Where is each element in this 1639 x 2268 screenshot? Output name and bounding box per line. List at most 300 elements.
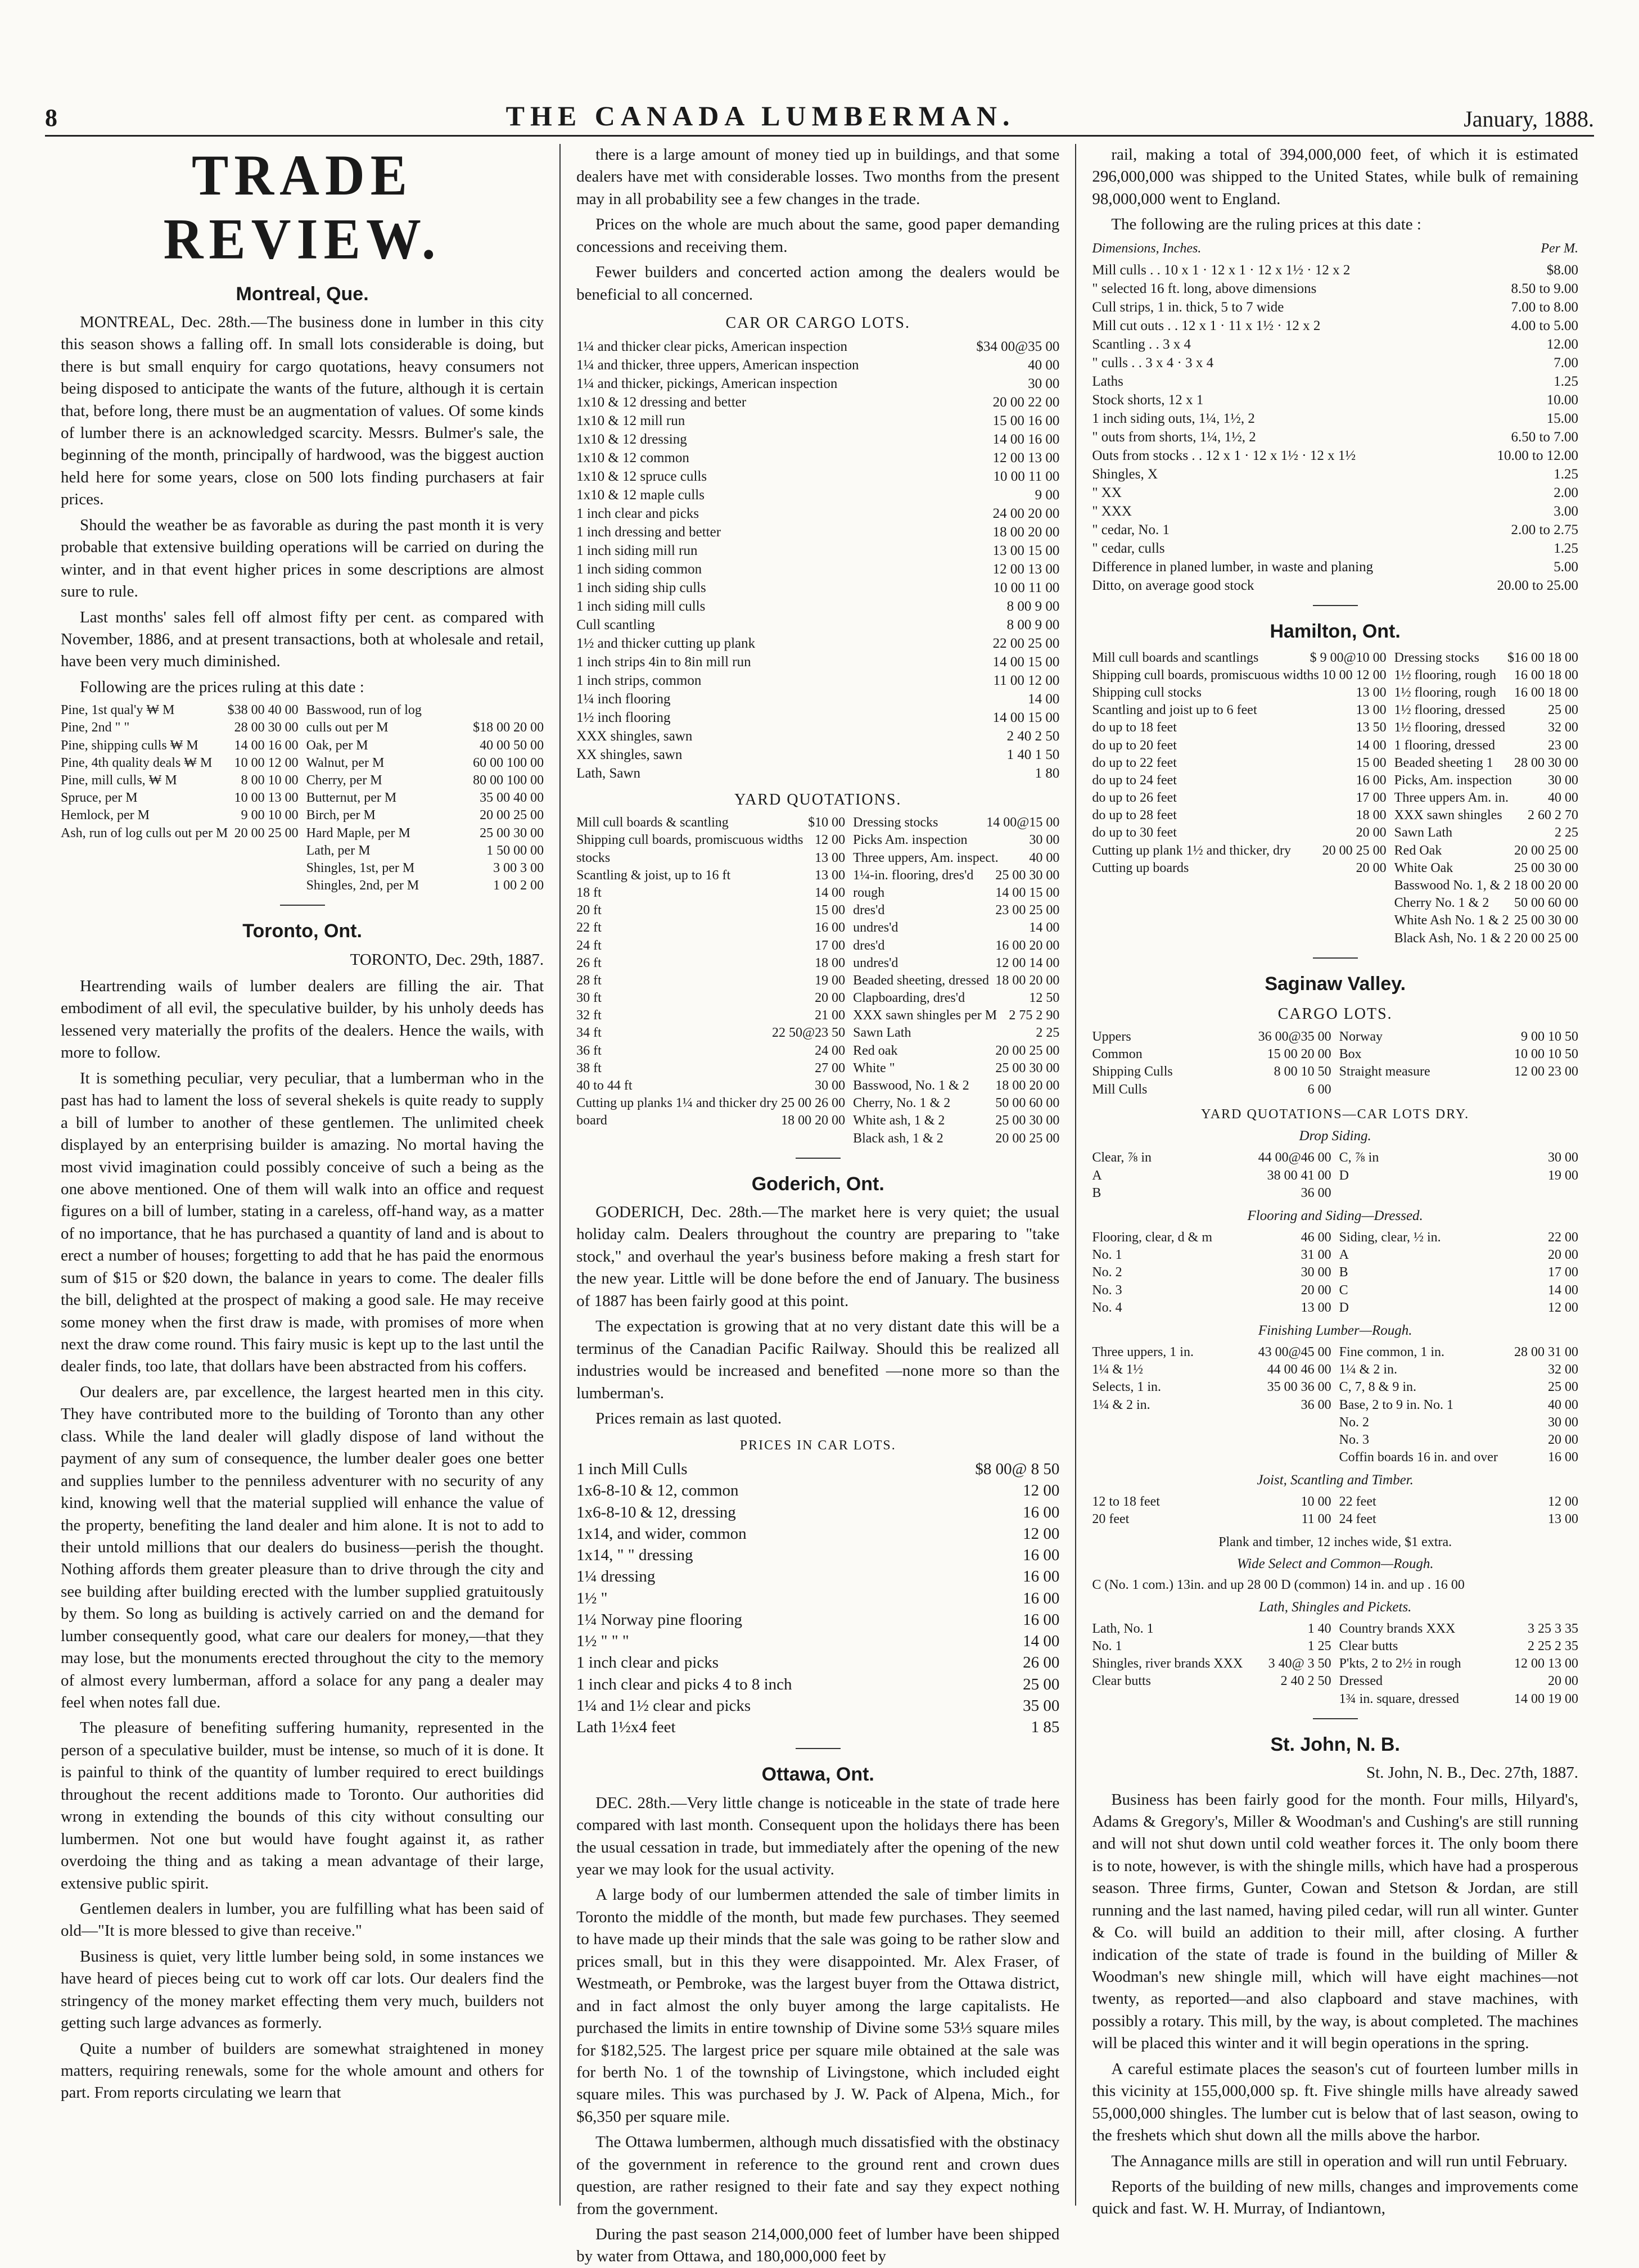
paragraph: MONTREAL, Dec. 28th.—The business done in lumber in this city this season shows a falling off. In small lots considerable is doing, but there is but small enquiry for cargo quotations, heavy consumers not being disposed to anticipate the wants of the future, although it is certain that, before long, there must be an augmentation of values. Of some kinds of lumber there is an acknowledged scarcity. Messrs. Bulmer's sale, the beginning of the month, principally of hardwood, was the biggest auction held here for some years, close on 500 lots finding purchasers at fair prices. bbox=[61, 313, 544, 509]
item-price: 18 00 bbox=[1356, 808, 1387, 823]
item-name: " cedar, culls bbox=[1092, 541, 1165, 557]
item-name: Pine, mill culls, ₩ M bbox=[61, 773, 177, 788]
price-cell bbox=[853, 972, 1059, 990]
item-price: 10 00 12 00 bbox=[234, 755, 299, 770]
item-price: 13 50 bbox=[1356, 720, 1387, 735]
item-price: 1.25 bbox=[1554, 467, 1578, 482]
price-row bbox=[1092, 576, 1578, 595]
item-name: Dressing stocks bbox=[1394, 650, 1479, 665]
item-price: 2.00 bbox=[1554, 485, 1578, 501]
item-price: 10 00 12 00 bbox=[1322, 667, 1387, 683]
item-price: $ 9 00@10 00 bbox=[1310, 650, 1387, 665]
item-name: Sawn Lath bbox=[1394, 825, 1452, 841]
divider bbox=[1313, 605, 1358, 606]
item-price: 30 00 bbox=[1028, 376, 1060, 392]
item-price: 30 00 bbox=[1548, 1150, 1578, 1165]
item-name: 1x14, and wider, common bbox=[576, 1524, 747, 1543]
paragraph: The expectation is growing that at no very distant date this will be a terminus of the Canadian Pacific Railway. Should this be realized all industries would be increased and benefited —none more so than the lumberman's. bbox=[576, 1317, 1060, 1402]
price-cell bbox=[853, 937, 1059, 955]
car-lots-table bbox=[576, 337, 1059, 783]
item-price: 36 00 bbox=[1301, 1185, 1331, 1200]
item-price: 19 00 bbox=[815, 973, 846, 988]
item-name: XX shingles, sawn bbox=[576, 747, 683, 763]
price-cell bbox=[853, 1060, 1059, 1077]
item-name: Difference in planed lumber, in waste and planing bbox=[1092, 559, 1374, 575]
item-price: 16 00 bbox=[815, 920, 846, 936]
item-price: 12 00 bbox=[1023, 1524, 1060, 1543]
paragraph: Prices on the whole are much about the same, good paper demanding concessions and receiving them. bbox=[576, 215, 1060, 256]
item-price: 25 00 bbox=[1548, 703, 1578, 718]
item-name: No. 3 bbox=[1339, 1432, 1370, 1447]
item-name: Shingles, river brands XXX bbox=[1092, 1656, 1243, 1671]
price-cell bbox=[306, 842, 544, 860]
item-name: No. 1 bbox=[1092, 1639, 1122, 1654]
item-price: 14 00 bbox=[1028, 692, 1060, 707]
item-price: 16 00 20 00 bbox=[995, 938, 1060, 953]
item-name: 30 ft bbox=[576, 991, 602, 1006]
price-row bbox=[576, 412, 1059, 430]
price-row bbox=[1092, 558, 1578, 576]
item-name: do up to 22 feet bbox=[1092, 755, 1177, 770]
item-price: 1 25 bbox=[1307, 1639, 1331, 1654]
item-price: 2.00 to 2.75 bbox=[1511, 522, 1578, 538]
item-name: White Ash No. 1 & 2 bbox=[1394, 913, 1509, 928]
price-row bbox=[576, 616, 1059, 634]
paragraph: The Annagance mills are still in operation and will run until February. bbox=[1111, 2152, 1568, 2170]
price-row bbox=[1092, 279, 1578, 298]
item-name: Lath 1½x4 feet bbox=[576, 1718, 676, 1737]
item-name: Selects, 1 in. bbox=[1092, 1380, 1161, 1395]
item-name: Cherry No. 1 & 2 bbox=[1394, 896, 1489, 911]
price-cell bbox=[1339, 1449, 1578, 1466]
price-cell bbox=[1092, 1449, 1331, 1466]
item-name: 1¾ in. square, dressed bbox=[1339, 1691, 1459, 1706]
item-price: 14 00 16 00 bbox=[234, 738, 299, 753]
item-name: Pine, shipping culls ₩ M bbox=[61, 738, 198, 753]
paragraph: GODERICH, Dec. 28th.—The market here is very quiet; the usual holiday calm. Dealers throughout the country are preparing to "take stock," and overhaul the year's business before making a fresh start for the new year. Little will be done before the end of January. The business of 1887 has been fairly good at this point. bbox=[576, 1203, 1060, 1310]
item-name: Lath, No. 1 bbox=[1092, 1621, 1154, 1636]
price-cell bbox=[1394, 930, 1578, 947]
item-price: 2 75 2 90 bbox=[1009, 1008, 1060, 1023]
price-row bbox=[576, 1652, 1059, 1673]
item-name: Cutting up planks 1¼ and thicker dry bbox=[576, 1096, 778, 1111]
price-cell bbox=[1092, 1361, 1331, 1379]
item-price: 14 00 16 00 bbox=[992, 432, 1060, 448]
price-cell bbox=[1092, 789, 1386, 807]
price-cell bbox=[1092, 1282, 1331, 1299]
item-price: 20 00 bbox=[1356, 860, 1387, 875]
item-name: 1¼ dressing bbox=[576, 1567, 656, 1586]
item-name: 1x6-8-10 & 12, common bbox=[576, 1481, 739, 1500]
item-name: 1 inch clear and picks bbox=[576, 1653, 719, 1672]
item-price: 25 00 bbox=[1548, 1380, 1578, 1395]
price-cell bbox=[61, 860, 299, 877]
price-cell bbox=[1339, 1167, 1578, 1185]
item-price: 40 00 bbox=[1029, 850, 1060, 865]
item-name: Fine common, 1 in. bbox=[1339, 1344, 1444, 1359]
price-cell bbox=[853, 1112, 1059, 1130]
item-name: Stock shorts, 12 x 1 bbox=[1092, 392, 1204, 408]
paragraph: Business has been fairly good for the month. Four mills, Hilyard's, Adams & Gregory's, Miller & Woodman's and Cushing's are still running and will not shut down until cold weather forces it. The only boom there is to note, however, is with the shingle mills, which have had a prosperous season. Three firms, Gunter, Cowan and Stetson & Jordan, are still running and the last named, having piled cedar, will run all winter. Gunter & Co. will build an addition to their mill, after closing. A further indication of the state of trade is found in the building of Miller & Woodman's new shingle mill, which will have eight machines—not twenty, as reported—and also clapboard and stave machines, with possibly a rotary. This mill, by the way, is about completed. The machines will be placed this winter and it will begin operations in the spring. bbox=[1092, 1790, 1578, 2053]
paragraph: Fewer builders and concerted action among the dealers would be beneficial to all concerned. bbox=[576, 263, 1060, 304]
price-cell bbox=[1092, 1028, 1331, 1046]
item-price: 14 00 19 00 bbox=[1514, 1691, 1578, 1706]
item-name: Three uppers, Am. inspect. bbox=[853, 850, 999, 865]
item-name: 1½ flooring, dressed bbox=[1394, 720, 1505, 735]
item-name: A bbox=[1339, 1248, 1349, 1263]
price-cell bbox=[853, 919, 1059, 937]
price-cell bbox=[1394, 719, 1578, 737]
item-name: stocks bbox=[576, 850, 611, 865]
price-row bbox=[1092, 428, 1578, 446]
item-name: 1½ flooring, rough bbox=[1394, 685, 1496, 700]
item-price: 15 00 bbox=[815, 903, 846, 918]
price-row bbox=[576, 374, 1059, 393]
price-cell bbox=[1394, 737, 1578, 755]
item-price: 12 00 13 00 bbox=[992, 562, 1060, 577]
item-price: 8 00 9 00 bbox=[1006, 599, 1060, 615]
item-price: 21 00 bbox=[815, 1008, 846, 1023]
price-cell bbox=[1092, 1229, 1331, 1246]
item-name: do up to 24 feet bbox=[1092, 772, 1177, 788]
item-name: Lath, per M bbox=[306, 843, 371, 858]
price-row bbox=[576, 1544, 1059, 1566]
item-price: 35 00 bbox=[1023, 1696, 1060, 1715]
price-row bbox=[576, 467, 1059, 486]
item-price: 9 00 10 00 bbox=[241, 808, 299, 823]
price-cell bbox=[1092, 1379, 1331, 1396]
item-name: Beaded sheeting, dressed bbox=[853, 973, 990, 988]
item-price: 12 00 14 00 bbox=[995, 955, 1060, 970]
item-price: 16 00 bbox=[1356, 772, 1387, 788]
item-name: 1¼ & 2 in. bbox=[1339, 1362, 1398, 1377]
montreal-paras bbox=[61, 311, 544, 698]
item-price: 30 00 bbox=[1029, 833, 1060, 848]
wide-select-line: C (No. 1 com.) 13in. and up 28 00 D (common) 14 in. and up . 16 00 bbox=[1092, 1578, 1465, 1593]
price-cell bbox=[1092, 1149, 1331, 1167]
price-row bbox=[576, 1523, 1059, 1544]
item-price: 20.00 to 25.00 bbox=[1497, 578, 1578, 594]
ottawa-price-table bbox=[1092, 261, 1578, 595]
item-price: 1 00 2 00 bbox=[493, 878, 544, 893]
price-cell bbox=[1339, 1655, 1578, 1673]
item-name: 1½ " bbox=[576, 1589, 608, 1607]
item-price: 14 00 15 00 bbox=[992, 654, 1060, 670]
price-cell bbox=[853, 1077, 1059, 1095]
price-cell bbox=[1339, 1620, 1578, 1638]
saginaw-yard-heading: YARD QUOTATIONS—CAR LOTS DRY. bbox=[1201, 1106, 1470, 1122]
item-price: $16 00 18 00 bbox=[1507, 650, 1578, 665]
item-name: Picks, Am. inspection bbox=[1394, 772, 1512, 788]
paragraph: rail, making a total of 394,000,000 feet, of which it is estimated 296,000,000 was shipped to the United States, while bulk of remaining 98,000,000 went to England. bbox=[1092, 146, 1578, 208]
item-price: 32 00 bbox=[1548, 1362, 1578, 1377]
lath-heading: Lath, Shingles and Pickets. bbox=[1258, 1599, 1412, 1615]
price-row bbox=[576, 523, 1059, 541]
item-name: 1 inch siding outs, 1¼, 1½, 2 bbox=[1092, 411, 1255, 427]
item-name: do up to 26 feet bbox=[1092, 790, 1177, 806]
item-price: 14 00 bbox=[1548, 1282, 1578, 1298]
item-price: 40 00 50 00 bbox=[480, 738, 544, 753]
price-row bbox=[576, 541, 1059, 560]
price-cell bbox=[1092, 807, 1386, 824]
joist-heading: Joist, Scantling and Timber. bbox=[1257, 1472, 1414, 1488]
yard-quotations-table bbox=[576, 814, 1059, 1147]
item-price: 4.00 to 5.00 bbox=[1511, 318, 1578, 334]
price-cell bbox=[853, 990, 1059, 1007]
price-cell bbox=[853, 867, 1059, 884]
price-row bbox=[1092, 335, 1578, 354]
price-cell bbox=[1394, 649, 1578, 667]
item-name: Pine, 2nd " " bbox=[61, 720, 130, 735]
hamilton-price-table bbox=[1092, 649, 1578, 947]
yard-quotations-heading: YARD QUOTATIONS. bbox=[734, 791, 902, 809]
item-name: 1¼-in. flooring, dres'd bbox=[853, 868, 974, 883]
item-price: 18 00 20 00 bbox=[781, 1113, 846, 1128]
price-cell bbox=[853, 1024, 1059, 1042]
price-row bbox=[576, 486, 1059, 504]
price-cell bbox=[1092, 1167, 1331, 1185]
item-name: 1 inch siding mill culls bbox=[576, 599, 706, 615]
price-cell bbox=[1092, 702, 1386, 719]
item-price: 30 00 bbox=[1301, 1265, 1331, 1280]
item-price: 9 00 bbox=[1035, 487, 1060, 503]
item-name: " selected 16 ft. long, above dimensions bbox=[1092, 281, 1317, 297]
price-cell bbox=[1394, 702, 1578, 719]
price-cell bbox=[576, 937, 845, 955]
item-name: 18 ft bbox=[576, 885, 602, 900]
item-price: 18 00 20 00 bbox=[992, 525, 1060, 540]
price-cell bbox=[1092, 842, 1386, 860]
item-name: 1½ flooring, dressed bbox=[1394, 703, 1505, 718]
price-row bbox=[576, 727, 1059, 746]
price-cell bbox=[1092, 1620, 1331, 1638]
item-name: 1 inch siding ship culls bbox=[576, 580, 706, 596]
item-name: Mill cut outs . . 12 x 1 · 11 x 1½ · 12 x 2 bbox=[1092, 318, 1321, 334]
item-name: undres'd bbox=[853, 955, 898, 970]
item-name: Scantling and joist up to 6 feet bbox=[1092, 703, 1257, 718]
item-price: 30 00 bbox=[1548, 1415, 1578, 1430]
joist-note: Plank and timber, 12 inches wide, $1 extra. bbox=[1218, 1534, 1452, 1549]
toronto-continued bbox=[576, 144, 1059, 306]
item-name: Three uppers, 1 in. bbox=[1092, 1344, 1194, 1359]
price-cell bbox=[1092, 1264, 1331, 1281]
item-name: 40 to 44 ft bbox=[576, 1078, 633, 1094]
toronto-paras bbox=[61, 975, 544, 2104]
item-price: 11 00 bbox=[1301, 1512, 1331, 1527]
price-cell bbox=[306, 719, 544, 737]
item-price: 8 00 10 00 bbox=[241, 773, 299, 788]
item-price: 20 00 25 00 bbox=[234, 825, 299, 841]
price-row bbox=[576, 653, 1059, 671]
item-price: $8.00 bbox=[1546, 263, 1578, 278]
price-cell bbox=[1092, 912, 1386, 929]
price-cell bbox=[1394, 789, 1578, 807]
item-name: Mill cull boards & scantling bbox=[576, 815, 729, 830]
item-name: No. 2 bbox=[1339, 1415, 1370, 1430]
item-name: 1½ and thicker cutting up plank bbox=[576, 636, 756, 652]
price-row bbox=[576, 597, 1059, 616]
item-price: 30 00 bbox=[815, 1078, 846, 1094]
price-cell bbox=[61, 789, 299, 807]
item-name: 1 inch Mill Culls bbox=[576, 1460, 688, 1479]
item-price: 23 00 25 00 bbox=[995, 903, 1060, 918]
price-cell bbox=[1092, 877, 1386, 894]
item-price: 23 00 bbox=[1548, 738, 1578, 753]
item-price: 27 00 bbox=[815, 1060, 846, 1076]
item-name: 26 ft bbox=[576, 955, 602, 970]
item-price: 24 00 bbox=[815, 1043, 846, 1058]
drop-siding-table bbox=[1092, 1149, 1578, 1202]
item-price: 80 00 100 00 bbox=[473, 773, 544, 788]
item-name: 1x10 & 12 dressing and better bbox=[576, 395, 747, 410]
price-cell bbox=[61, 842, 299, 860]
section-title: TRADE REVIEW. bbox=[163, 143, 441, 272]
item-price: 18 00 20 00 bbox=[995, 973, 1060, 988]
item-name: " outs from shorts, 1¼, 1½, 2 bbox=[1092, 430, 1256, 445]
item-name: 1 inch clear and picks 4 to 8 inch bbox=[576, 1675, 792, 1693]
item-name: White ash, 1 & 2 bbox=[853, 1113, 945, 1128]
item-name: Clear, ⅞ in bbox=[1092, 1150, 1152, 1165]
item-name: Sawn Lath bbox=[853, 1025, 911, 1041]
item-name: P'kts, 2 to 2½ in rough bbox=[1339, 1656, 1461, 1671]
price-cell bbox=[576, 1007, 845, 1024]
price-cell bbox=[1339, 1414, 1578, 1431]
divider bbox=[280, 905, 325, 906]
item-name: No. 1 bbox=[1092, 1248, 1122, 1263]
item-price: 17 00 bbox=[1356, 790, 1387, 806]
item-name: 1x10 & 12 mill run bbox=[576, 413, 685, 429]
item-name: Dressed bbox=[1339, 1674, 1383, 1689]
price-cell bbox=[1339, 1299, 1578, 1317]
price-cell bbox=[1394, 667, 1578, 684]
item-name: 1¼ & 1½ bbox=[1092, 1362, 1144, 1377]
item-name: 1¼ inch flooring bbox=[576, 692, 671, 707]
item-price: 30 00 bbox=[1548, 772, 1578, 788]
lath-table bbox=[1092, 1620, 1578, 1708]
price-cell bbox=[1339, 1344, 1578, 1361]
price-row bbox=[576, 1674, 1059, 1695]
item-name: Three uppers Am. in. bbox=[1394, 790, 1509, 806]
item-name: White " bbox=[853, 1060, 895, 1076]
item-price: 25 00 30 00 bbox=[480, 825, 544, 841]
price-row bbox=[576, 1716, 1059, 1738]
item-price: 13 00 bbox=[1356, 685, 1387, 700]
item-name: Straight measure bbox=[1339, 1064, 1430, 1079]
price-cell bbox=[576, 972, 845, 990]
price-cell bbox=[1339, 1431, 1578, 1449]
item-name: 24 ft bbox=[576, 938, 602, 953]
price-row bbox=[1092, 409, 1578, 428]
price-cell bbox=[1092, 894, 1386, 912]
paragraph: The Ottawa lumbermen, although much dissatisfied with the obstinacy of the government in reference to the ground rent and crown dues question, are rather resigned to their fate and say they expect nothing from the government. bbox=[576, 2133, 1060, 2218]
item-name: 1¼ and thicker clear picks, American inspection bbox=[576, 339, 847, 355]
price-cell bbox=[306, 825, 544, 842]
price-row bbox=[576, 579, 1059, 597]
price-cell bbox=[306, 860, 544, 877]
price-cell bbox=[853, 955, 1059, 972]
item-name: White Oak bbox=[1394, 860, 1453, 875]
paragraph: Our dealers are, par excellence, the largest hearted men in this city. They have contributed more to the building of Toronto than any other class. While the land dealer will gladly dispose of land without the payment of any sum of consequence, the lumber dealer goes one better and supplies lumber to the penniless adventurer with no security of any kind, knowing well that the material supplied will enhance the value of the property, benefiting the land dealer and him alone. It is not to add to their untold millions that our dealers do business—perish the thought. Nothing affords them greater pleasure than to drive through the city and see building after building erected with the lumber supplied gratuitously by them. So long as building is actively carried on and the demand for lumber consequently good, what care our dealers for money,—that they may lose, but the monuments erected throughout the city to the memory of almost every lumberman, afford a solace for any pang a dealer may feel when notes fall due. bbox=[61, 1383, 544, 1711]
item-name: Cull strips, 1 in. thick, 5 to 7 wide bbox=[1092, 300, 1284, 315]
item-price: 60 00 100 00 bbox=[473, 755, 544, 770]
item-price: 25 00 30 00 bbox=[1514, 860, 1578, 875]
hamilton-heading: Hamilton, Ont. bbox=[1270, 621, 1401, 643]
price-row bbox=[576, 430, 1059, 449]
item-price: 11 00 12 00 bbox=[993, 673, 1060, 689]
item-price: 25 00 30 00 bbox=[995, 1060, 1060, 1076]
item-name: " culls . . 3 x 4 · 3 x 4 bbox=[1092, 355, 1214, 371]
item-name: Shipping cull boards, promiscuous widths bbox=[1092, 667, 1319, 683]
item-price: 7.00 bbox=[1554, 355, 1578, 371]
price-cell bbox=[576, 1042, 845, 1060]
price-cell bbox=[1092, 1299, 1331, 1317]
item-name: Shingles, 1st, per M bbox=[306, 860, 415, 875]
item-name: Clear butts bbox=[1092, 1674, 1151, 1689]
price-cell bbox=[1339, 1397, 1578, 1414]
paragraph: Last months' sales fell off almost fifty per cent. as compared with November, 1886, and at present transactions, both at wholesale and retail, have been very much diminished. bbox=[61, 608, 544, 671]
paragraph: During the past season 214,000,000 feet of lumber have been shipped by water from Ottawa, and 180,000,000 feet by bbox=[576, 2225, 1060, 2266]
price-cell bbox=[1092, 1431, 1331, 1449]
item-name: 1¼ and thicker, three uppers, American inspection bbox=[576, 358, 859, 373]
price-row bbox=[576, 764, 1059, 783]
item-name: D bbox=[1339, 1300, 1349, 1315]
item-price: 6.50 to 7.00 bbox=[1511, 430, 1578, 445]
item-price: 10 00 10 50 bbox=[1514, 1047, 1578, 1062]
item-price: 2 25 2 35 bbox=[1528, 1639, 1578, 1654]
item-price: 15 00 bbox=[1356, 755, 1387, 770]
price-cell bbox=[576, 832, 845, 849]
stjohn-paras bbox=[1092, 1789, 1578, 2220]
item-price: 44 00 46 00 bbox=[1267, 1362, 1331, 1377]
item-price: 25 00 30 00 bbox=[1514, 913, 1578, 928]
item-price: 18 00 bbox=[815, 955, 846, 970]
flooring-heading: Flooring and Siding—Dressed. bbox=[1247, 1208, 1423, 1224]
price-cell bbox=[853, 850, 1059, 867]
column-2 bbox=[559, 144, 1075, 2266]
price-cell bbox=[1339, 1282, 1578, 1299]
publication-title: THE CANADA LUMBERMAN. bbox=[505, 100, 1015, 132]
item-name: " cedar, No. 1 bbox=[1092, 522, 1170, 538]
price-cell bbox=[1092, 755, 1386, 772]
price-cell bbox=[1092, 737, 1386, 755]
item-price: 22 00 25 00 bbox=[992, 636, 1060, 652]
item-price: 50 00 60 00 bbox=[1514, 896, 1578, 911]
item-name: Mill Culls bbox=[1092, 1082, 1148, 1097]
item-price: 20 00 25 00 bbox=[1514, 930, 1578, 946]
goderich-prices-heading: PRICES IN CAR LOTS. bbox=[739, 1438, 896, 1453]
price-row bbox=[576, 1630, 1059, 1652]
item-name: 12 to 18 feet bbox=[1092, 1494, 1160, 1510]
item-name: 22 ft bbox=[576, 920, 602, 936]
price-cell bbox=[1339, 1246, 1578, 1264]
price-cell bbox=[1092, 684, 1386, 702]
price-cell bbox=[1092, 649, 1386, 667]
item-price: 10 00 bbox=[1301, 1494, 1331, 1510]
item-name: dres'd bbox=[853, 938, 885, 953]
item-name: 1x10 & 12 maple culls bbox=[576, 487, 705, 503]
price-cell bbox=[1339, 1379, 1578, 1396]
item-price: 25 00 26 00 bbox=[781, 1096, 846, 1111]
goderich-price-table bbox=[576, 1458, 1059, 1738]
paragraph: Heartrending wails of lumber dealers are filling the air. That embodiment of all evil, the speculative builder, by his unholy deeds has lessened very materially the profits of the dealers. Hence the wails, with more to follow. bbox=[61, 977, 544, 1062]
item-price: 1 50 00 00 bbox=[486, 843, 544, 858]
item-price: 20 00 25 00 bbox=[1322, 843, 1387, 858]
item-name: Red oak bbox=[853, 1043, 898, 1058]
item-name: 1¼ and thicker, pickings, American inspection bbox=[576, 376, 838, 392]
item-price: 13 00 bbox=[1548, 1512, 1578, 1527]
item-price: 50 00 60 00 bbox=[995, 1096, 1060, 1111]
item-price: 20 00 25 00 bbox=[995, 1131, 1060, 1146]
